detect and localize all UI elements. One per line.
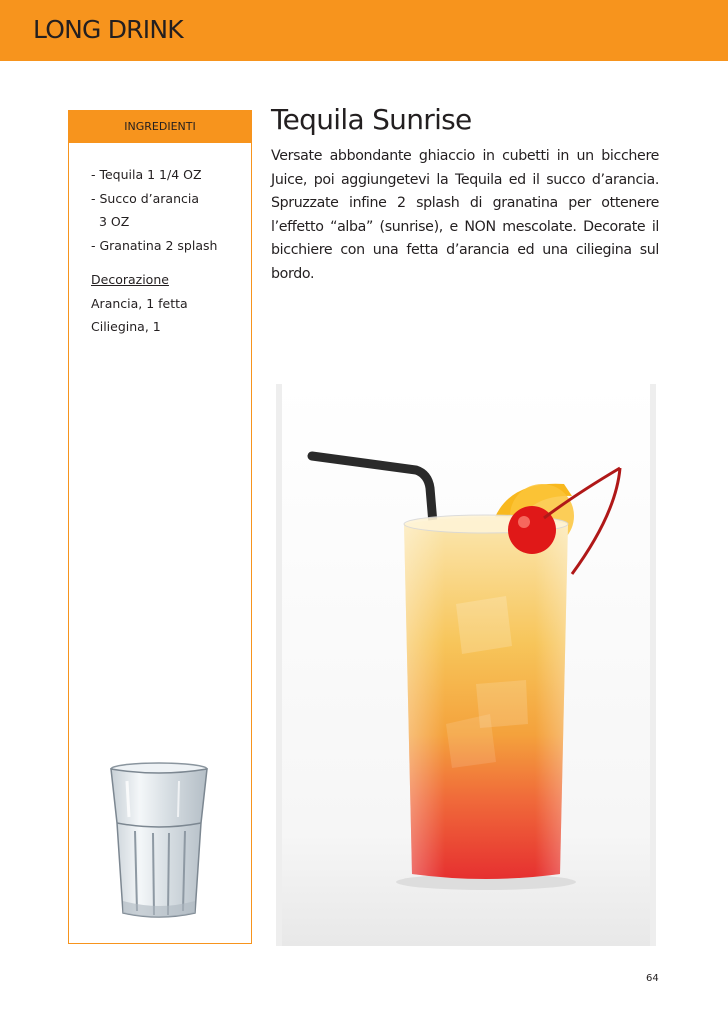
ingredient-item: 3 OZ bbox=[91, 214, 130, 229]
ingredient-item: - Succo d’arancia bbox=[91, 190, 200, 206]
cocktail-photo bbox=[276, 384, 656, 946]
decoration-title: Decorazione bbox=[91, 272, 169, 287]
decoration-item: Ciliegina, 1 bbox=[91, 319, 161, 334]
ingredient-item: - Tequila 1 1/4 OZ bbox=[91, 167, 202, 182]
header-bar bbox=[0, 0, 728, 61]
page-number: 64 bbox=[646, 973, 659, 984]
decoration-item: Arancia, 1 fetta bbox=[91, 295, 188, 311]
ingredient-item: - Granatina 2 splash bbox=[91, 237, 218, 253]
highball-glass-icon bbox=[107, 761, 211, 921]
ingredients-panel bbox=[68, 110, 252, 944]
ingredients-list bbox=[91, 163, 251, 339]
recipe-title: Tequila Sunrise bbox=[271, 103, 472, 136]
recipe-description: Versate abbondante ghiaccio in cubetti in un bicchere Juice, poi aggiungetevi la Tequila ed il succo d’arancia. Spruzzate infine 2 splash di granatina per ottenere l’effetto “alba” (sunrise), e NON mescolate. Decorate il bicchiere con una fetta d’arancia ed una ciliegina sul bordo. bbox=[271, 148, 659, 282]
ingredients-heading: INGREDIENTI bbox=[69, 111, 251, 143]
section-title: LONG DRINK bbox=[33, 15, 183, 44]
